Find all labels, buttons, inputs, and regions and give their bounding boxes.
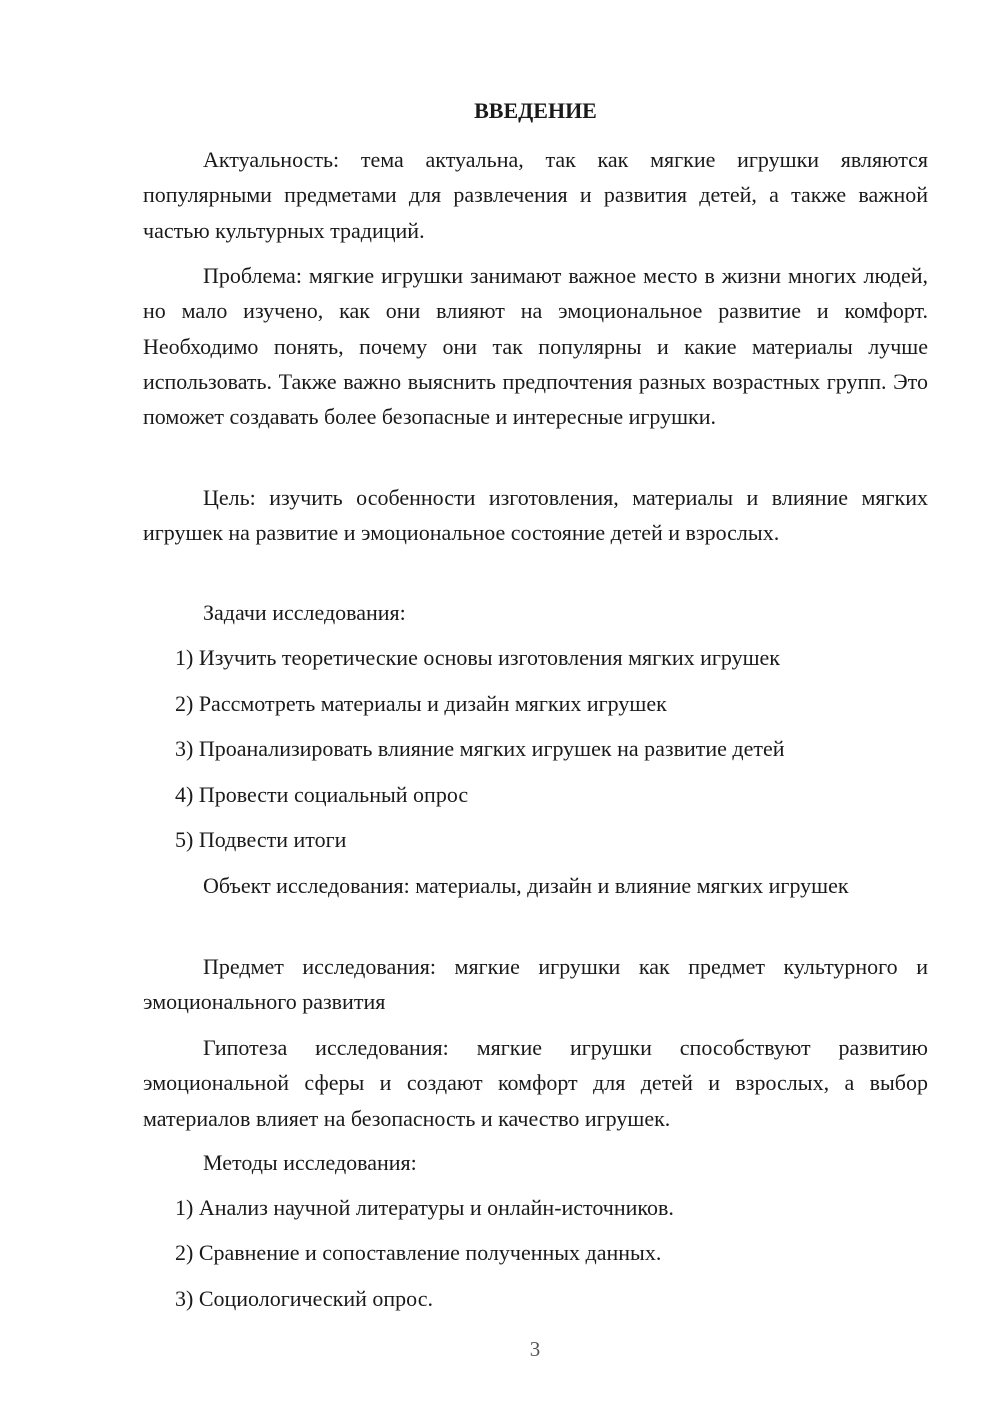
problem-paragraph: Проблема: мягкие игрушки занимают важное место в жизни многих людей, но мало изучено, как они влияют на эмоциональное развитие и комфорт. Необходимо понять, почему они так популярны и какие материалы лучше использовать. Также важно выяснить предпочтения разных возрастных групп. Это поможет создавать более безопасные и интересные игрушки. bbox=[143, 263, 928, 430]
tasks-title: Задачи исследования: bbox=[203, 600, 406, 625]
list-item: 5) Подвести итоги bbox=[175, 827, 347, 852]
goal-paragraph: Цель: изучить особенности изготовления, материалы и влияние мягких игрушек на развитие и эмоциональное состояние детей и взрослых. bbox=[143, 485, 928, 546]
list-item: 4) Провести социальный опрос bbox=[175, 782, 469, 807]
list-item: 2) Рассмотреть материалы и дизайн мягких игрушек bbox=[175, 691, 667, 716]
list-item: 1) Изучить теоретические основы изготовления мягких игрушек bbox=[175, 645, 780, 670]
list-item: 1) Анализ научной литературы и онлайн-источников. bbox=[175, 1195, 674, 1220]
object-paragraph: Объект исследования: материалы, дизайн и влияние мягких игрушек bbox=[203, 873, 849, 898]
subject-paragraph: Предмет исследования: мягкие игрушки как предмет культурного и эмоционального развития bbox=[143, 954, 928, 1015]
list-item: 3) Социологический опрос. bbox=[175, 1286, 433, 1311]
page-number: 3 bbox=[529, 1337, 541, 1361]
page-heading: ВВЕДЕНИЕ bbox=[474, 98, 597, 123]
relevance-paragraph: Актуальность: тема актуальна, так как мягкие игрушки являются популярными предметами для развлечения и развития детей, а также важной частью культурных традиций. bbox=[143, 147, 928, 243]
list-item: 2) Сравнение и сопоставление полученных данных. bbox=[175, 1240, 662, 1265]
methods-title: Методы исследования: bbox=[203, 1150, 417, 1175]
list-item: 3) Проанализировать влияние мягких игрушек на развитие детей bbox=[175, 736, 785, 761]
hypothesis-paragraph: Гипотеза исследования: мягкие игрушки способствуют развитию эмоциональной сферы и создают комфорт для детей и взрослых, а выбор материалов влияет на безопасность и качество игрушек. bbox=[143, 1035, 928, 1131]
